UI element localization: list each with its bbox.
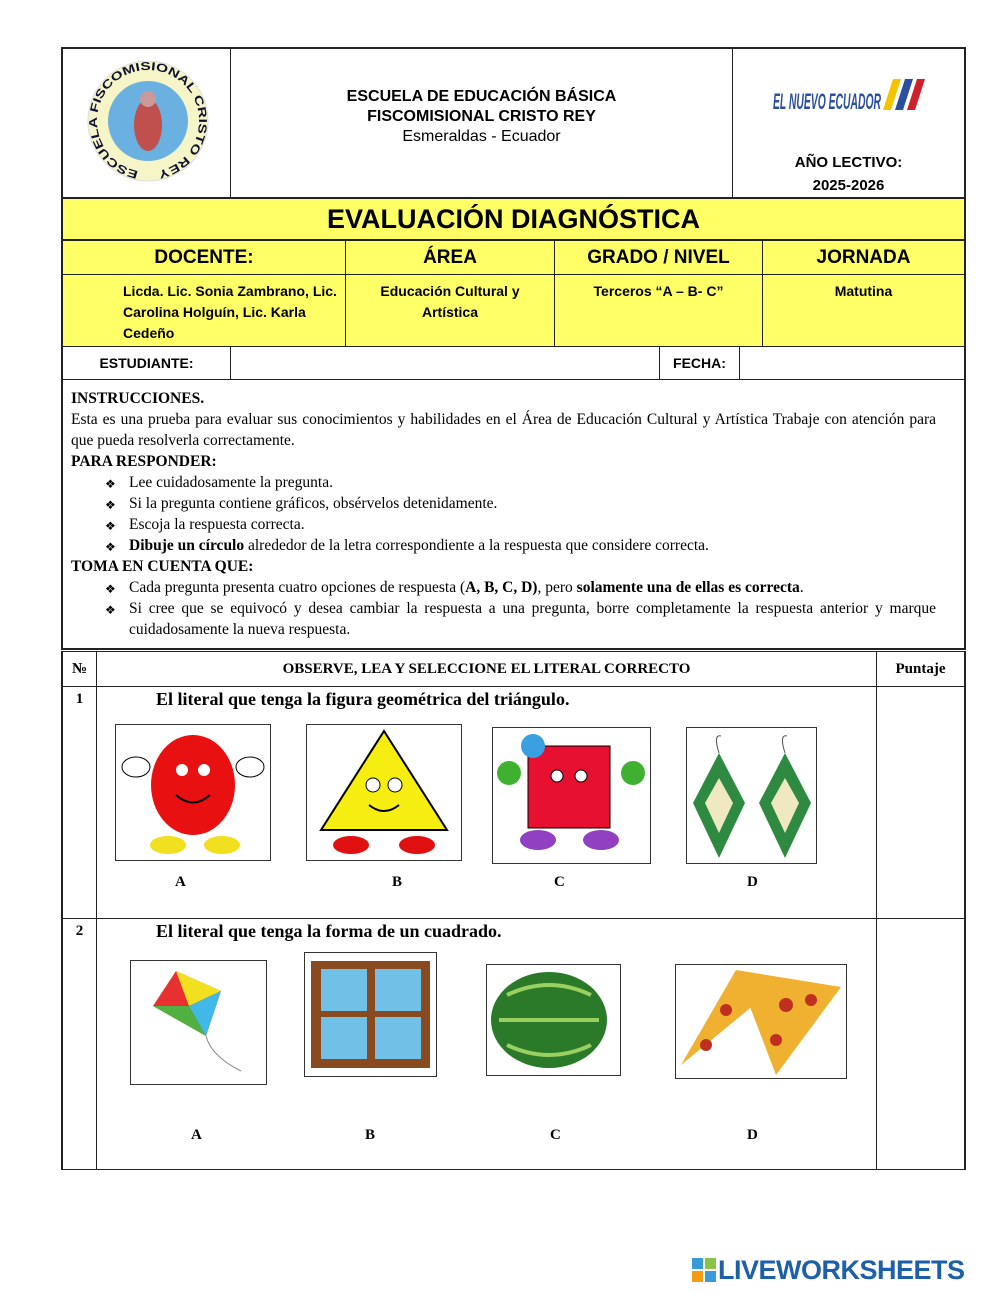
respond-item: ❖ Lee cuidadosamente la pregunta. — [129, 472, 936, 493]
option-c-image-square[interactable] — [492, 727, 651, 864]
grado-value: Terceros “A – B- C” — [554, 274, 763, 347]
option-label-d[interactable]: D — [747, 874, 758, 890]
liveworksheets-brand: LIVEWORKSHEETS — [718, 1254, 965, 1285]
school-name-line2: FISCOMISIONAL CRISTO REY — [367, 108, 596, 125]
option-c-image-watermelon[interactable] — [486, 964, 621, 1076]
liveworksheets-logo — [692, 1256, 965, 1284]
option-label-b[interactable]: B — [365, 1127, 376, 1143]
page-title: EVALUACIÓN DIAGNÓSTICA — [61, 197, 966, 241]
school-name-line1: ESCUELA DE EDUCACIÓN BÁSICA — [346, 88, 617, 105]
note-item — [129, 577, 936, 598]
question-text: El literal que tenga la figura geométrica del triángulo. — [156, 689, 570, 709]
student-field[interactable] — [230, 346, 660, 380]
student-label: ESTUDIANTE: — [61, 346, 231, 380]
school-name-cell — [230, 47, 733, 198]
respond-item: ❖ Escoja la respuesta correcta. — [129, 514, 936, 535]
docente-value: Licda. Lic. Sonia Zambrano, Lic. Carolina Holguín, Lic. Karla Cedeño — [61, 274, 346, 347]
respond-item: ❖ Si la pregunta contiene gráficos, obsérvelos detenidamente. — [129, 493, 936, 514]
header-docente: DOCENTE: — [61, 240, 346, 275]
score-cell[interactable] — [876, 918, 966, 1170]
year-label: AÑO LECTIVO: — [794, 154, 903, 171]
header-area: ÁREA — [345, 240, 555, 275]
col-score-header: Puntaje — [876, 651, 966, 687]
option-label-a[interactable]: A — [175, 874, 186, 890]
respond-list — [71, 472, 936, 556]
option-d-image-earrings[interactable] — [686, 727, 817, 864]
instructions-intro: Esta es una prueba para evaluar sus conocimientos y habilidades en el Área de Educación Cultural y Artística Trabaje con atención para que pueda resolverla correctamente. — [71, 411, 936, 449]
jornada-value: Matutina — [762, 274, 966, 347]
area-value: Educación Cultural y Artística — [345, 274, 555, 347]
year-cell — [732, 47, 966, 198]
school-logo-text-path: ESCUELA FISCOMISIONAL CRISTO REY — [87, 61, 209, 180]
option-label-c[interactable]: C — [554, 874, 565, 890]
option-label-d[interactable]: D — [747, 1127, 758, 1143]
note-text: . — [799, 579, 804, 596]
instructions-title: INSTRUCCIONES. — [71, 390, 205, 407]
col-num-header: № — [61, 651, 97, 687]
date-field[interactable] — [739, 346, 966, 380]
col-main-header: OBSERVE, LEA Y SELECCIONE EL LITERAL CORRECTO — [96, 651, 877, 687]
school-location: Esmeraldas - Ecuador — [402, 128, 561, 145]
respond-item-rest: alrededor de la letra correspondiente a la respuesta que considere correcta. — [244, 537, 709, 554]
score-cell[interactable] — [876, 686, 966, 919]
date-label: FECHA: — [659, 346, 740, 380]
option-a-image-circle[interactable] — [115, 724, 271, 861]
header-jornada: JORNADA — [762, 240, 966, 275]
option-a-image-kite[interactable] — [130, 960, 267, 1085]
instructions-section — [61, 379, 966, 650]
ministry-logo-text: EL NUEVO ECUADOR — [773, 89, 882, 114]
option-b-image-triangle[interactable] — [306, 724, 462, 861]
note-item: ❖ Si cree que se equivocó y desea cambiar la respuesta a una pregunta, borre completamente la respuesta anterior y marque cuidadosamente la nueva respuesta. — [129, 598, 936, 640]
question-number: 2 — [61, 918, 97, 1170]
note-text: Cada pregunta presenta cuatro opciones de respuesta ( — [129, 579, 466, 596]
respond-title: PARA RESPONDER: — [71, 453, 217, 470]
option-d-image-pizza[interactable] — [675, 964, 847, 1079]
option-label-b[interactable]: B — [392, 874, 403, 890]
respond-item-bold: Dibuje un círculo — [129, 537, 245, 554]
note-title: TOMA EN CUENTA QUE: — [71, 558, 254, 575]
year-value: 2025-2026 — [812, 177, 885, 194]
note-list — [71, 577, 936, 640]
respond-item — [129, 535, 936, 556]
header-grado: GRADO / NIVEL — [554, 240, 763, 275]
school-logo-cell — [61, 47, 231, 198]
note-text: , pero — [537, 579, 577, 596]
note-emphasis: solamente una de ellas es correcta — [576, 579, 800, 596]
option-label-c[interactable]: C — [550, 1127, 561, 1143]
ecuador-logo — [771, 74, 941, 119]
note-options: A, B, C, D) — [465, 579, 538, 596]
school-logo — [73, 61, 223, 185]
liveworksheets-icon — [692, 1258, 716, 1282]
question-text: El literal que tenga la forma de un cuadrado. — [156, 921, 502, 941]
option-b-image-window[interactable] — [304, 952, 437, 1077]
question-number: 1 — [61, 686, 97, 919]
option-label-a[interactable]: A — [191, 1127, 202, 1143]
